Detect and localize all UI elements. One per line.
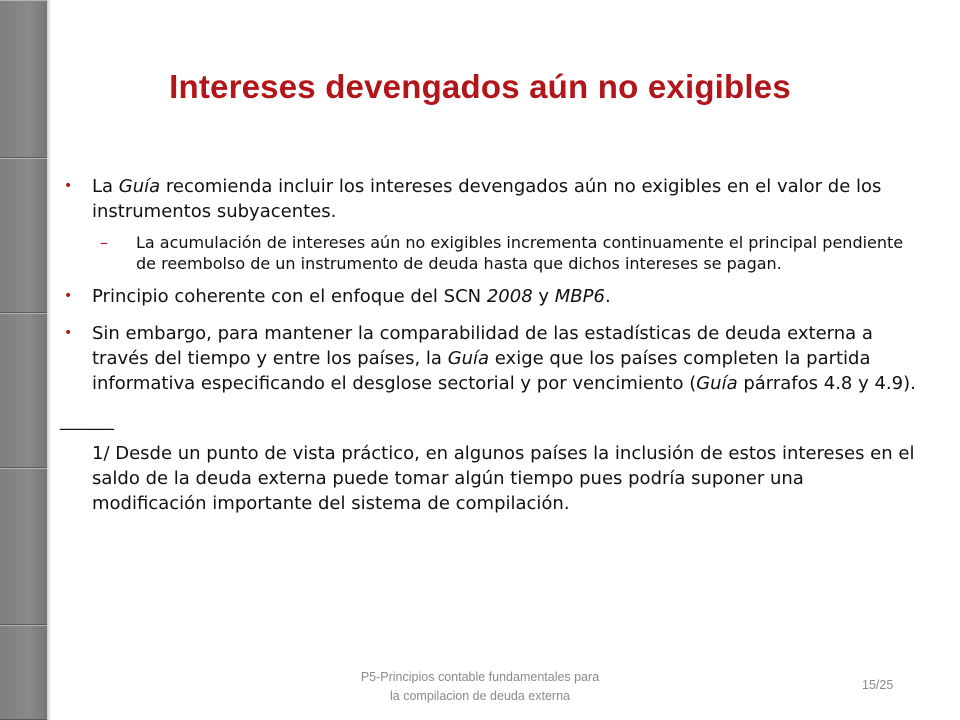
- footnote-text: 1/ Desde un punto de vista práctico, en algunos países la inclusión de estos intereses en el saldo de la deuda externa puede tomar algún tiempo pues podría suponer una modificación importante del sistema de compilación.: [92, 443, 915, 514]
- bullet-item: [60, 321, 920, 396]
- side-bar: [0, 0, 47, 720]
- bullet-item: [60, 174, 920, 224]
- bullet-text: La Guía recomienda incluir los intereses devengados aún no exigibles en el valor de los instrumentos subyacentes.: [92, 176, 882, 222]
- page-number: 15/25: [862, 678, 894, 692]
- sub-bullet-text: La acumulación de intereses aún no exigibles incrementa continuamente el principal pendiente de reembolso de un instrumento de deuda hasta que dichos intereses se pagan.: [136, 233, 904, 273]
- bullet-item: [60, 284, 920, 309]
- side-bar-segment: [0, 468, 47, 625]
- side-bar-segment: [0, 625, 47, 720]
- sub-bullet-item: [60, 232, 920, 274]
- bullet-marker: •: [64, 178, 73, 194]
- footnote-separator: ______: [60, 410, 114, 431]
- side-bar-segment: [0, 158, 47, 313]
- sub-bullet-marker: –: [100, 233, 108, 252]
- side-bar-shadow: [47, 0, 51, 720]
- slide-title: Intereses devengados aún no exigibles: [169, 68, 791, 105]
- bullet-text: Sin embargo, para mantener la comparabilidad de las estadísticas de deuda externa a través del tiempo y entre los países, la Guía exige que los países completen la partida informativa especificando el desglose sectorial y por vencimiento (Guía párrafos 4.8 y 4.9).: [92, 323, 916, 394]
- footer-line-1: P5-Principios contable fundamentales para: [360, 670, 600, 684]
- side-bar-segment: [0, 313, 47, 468]
- slide-body: [60, 174, 920, 516]
- footer-caption: [320, 668, 640, 706]
- bullet-marker: •: [64, 288, 73, 304]
- bullet-text: Principio coherente con el enfoque del SCN 2008 y MBP6.: [92, 286, 611, 307]
- footer-line-2: la compilacion de deuda externa: [390, 689, 570, 703]
- bullet-marker: •: [64, 325, 73, 341]
